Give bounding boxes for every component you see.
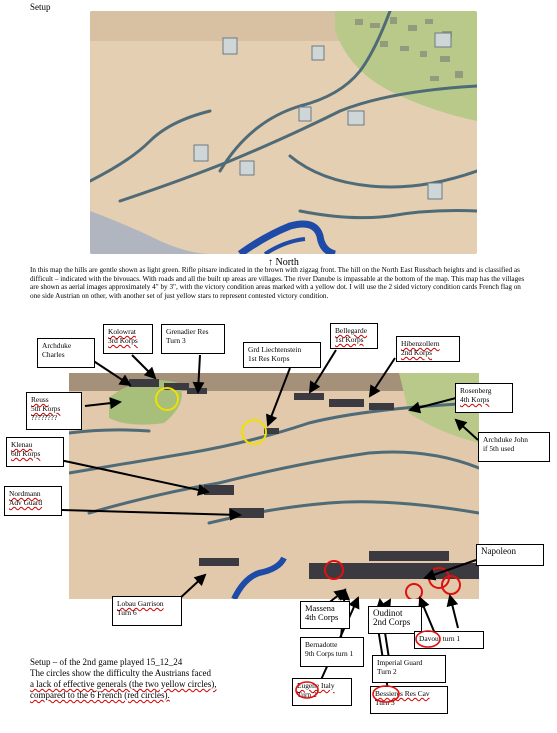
label-bessieres: Bessieres Res Cav Turn 3: [370, 686, 448, 714]
label-archduke-john: Archduke John if 5th used: [478, 432, 550, 462]
label-massena: Massena 4th Corps: [300, 601, 350, 629]
label-grd-liechtenstein: Grd Liechtenstein 1st Res Korps: [243, 342, 321, 368]
map-photo-deployment: [69, 373, 479, 599]
label-reuss: Reuss 5th Korps ????????: [26, 392, 82, 430]
label-hohenzollern: Hibenzollern 2nd Korps: [396, 336, 460, 362]
label-nordmann: Nordmann Adv Guard: [4, 486, 62, 516]
figure-caption: Setup – of the 2nd game played 15_12_24 The circles show the difficulty the Austrians faced a lack of effective generals (the two yellow circles), compared to the 6 French (red circles).: [30, 657, 217, 700]
label-kolowrat: Kolowrat 3rd Korps: [103, 324, 153, 354]
map-illustration: [90, 11, 477, 254]
label-grenadier-res: Grenadier Res Turn 3: [161, 324, 225, 354]
deployment-illustration: [69, 373, 479, 599]
label-lobau-garrison: Lobau Garrison Turn 6: [112, 596, 182, 626]
label-rosenberg: Rosenberg 4th Korps: [455, 383, 513, 413]
label-eugene-italy: Eugene Italy Turn 2: [292, 678, 352, 706]
label-napoleon: Napoleon: [476, 544, 544, 566]
label-archduke-charles: Archduke Charles: [37, 338, 95, 368]
label-bernadotte: Bernadotte 9th Corps turn 1: [300, 637, 364, 667]
label-klenau: Klenau 6th Korps: [6, 437, 64, 467]
map-photo-overview: [90, 11, 477, 254]
label-davout: Davout turn 1: [414, 631, 484, 649]
north-indicator: ↑ North: [268, 257, 299, 268]
map-description: In this map the hills are gentle shown as light green. Rifle pitsare indicated in the brown with zigzag front. The hill on the North East Russbach heights and is classified as difficult – indicated with the bivouacs. With roads and all the built up areas are villages. The river Danube is impassable at the bottom of the map. This map has the villages are shown as aerial images approximately 4" by 3", with the victory condition areas marked with a yellow dot. I will use the 2 sided victory condition cards French flag on one side Austrian on other, with another set of just yellow stars to represent contested victory condition.: [30, 266, 525, 300]
label-imperial-guard: Imperial Guard Turn 2: [372, 655, 446, 683]
label-bellegarde: Bellegarde 1st Korps: [330, 323, 378, 349]
page-title: Setup: [30, 2, 51, 12]
label-oudinot: Oudinot 2nd Corps: [368, 606, 422, 634]
